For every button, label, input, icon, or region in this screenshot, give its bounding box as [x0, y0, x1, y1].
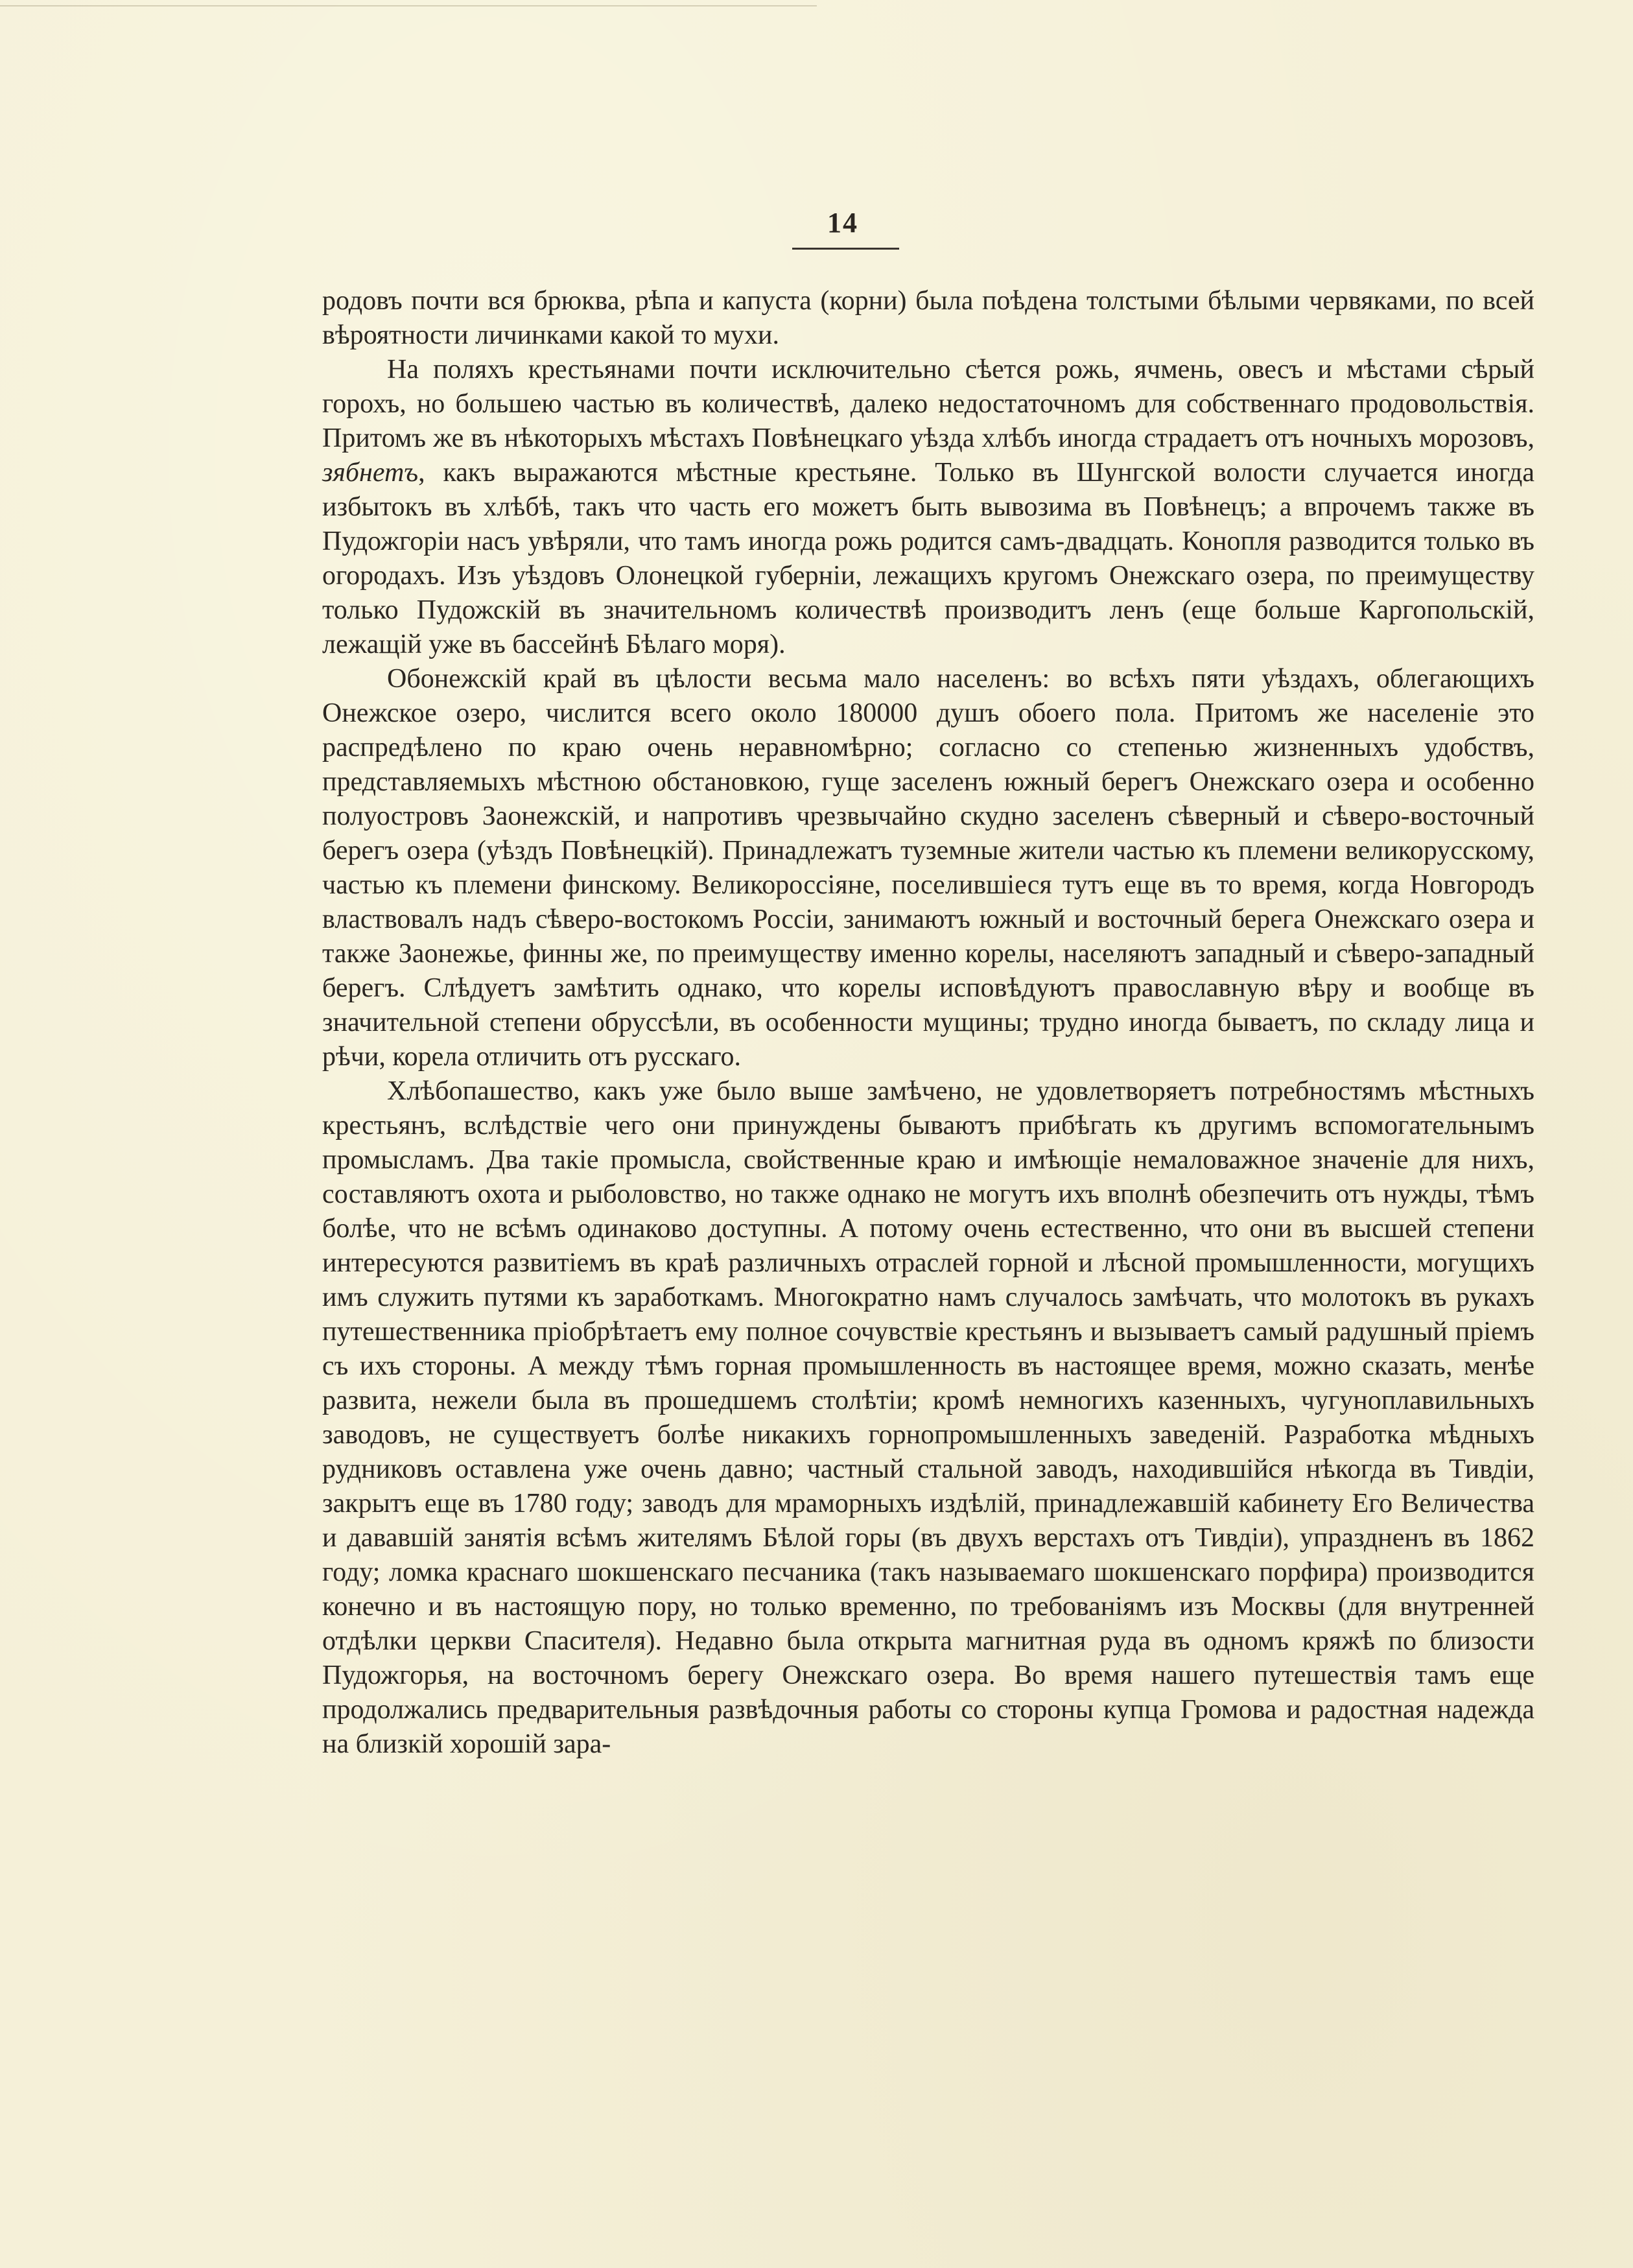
paragraph-4	[322, 1074, 1534, 1762]
paragraph-text: Обонежскій край въ цѣлости весьма мало населенъ: во всѣхъ пяти уѣздахъ, облегающихъ Онежское озеро, числится всего около 180000 душъ обоего пола. Притомъ же населеніе это распредѣлено по краю очень неравномѣрно; согласно со степенью жизненныхъ удобствъ, представляемыхъ мѣстною обстановкою, гуще заселенъ южный берегъ Онежскаго озера и особенно полуостровъ Заонежскій, и напротивъ чрезвычайно скудно заселенъ сѣверный и сѣверо-восточный берегъ озера (уѣздъ Повѣнецкій). Принадлежатъ туземные жители частью къ племени великорусскому, частью къ племени финскому. Великороссіяне, поселившіеся тутъ еще въ то время, когда Новгородъ властвовалъ надъ сѣверо-востокомъ Россіи, занимаютъ южный и восточный берега Онежскаго озера и также Заонежье, финны же, по преимуществу именно корелы, населяютъ западный и сѣверо-западный берегъ. Слѣдуетъ замѣтить однако, что корелы исповѣдуютъ православную вѣру и вообще въ значительной степени обруссѣли, въ особенности мущины; трудно иногда бываетъ, по складу лица и рѣчи, корела отличить отъ русскаго.	[322, 664, 1534, 1072]
paragraph-text: Хлѣбопашество, какъ уже было выше замѣчено, не удовлетворяетъ потребностямъ мѣстныхъ крестьянъ, вслѣдствіе чего они принуждены бываютъ прибѣгать къ другимъ вспомогательнымъ промысламъ. Два такіе промысла, свойственные краю и имѣющіе немаловажное значеніе для нихъ, составляютъ охота и рыболовство, но также однако не могутъ ихъ вполнѣ обезпечить отъ нужды, тѣмъ болѣе, что не всѣмъ одинаково доступны. А потому очень естественно, что они въ высшей степени интересуются развитіемъ въ краѣ различныхъ отраслей горной и лѣсной промышленности, могущихъ имъ служить путями къ заработкамъ. Многократно намъ случалось замѣчать, что молотокъ въ рукахъ путешественника пріобрѣтаетъ ему полное сочувствіе крестьянъ и вызываетъ самый радушный пріемъ съ ихъ стороны. А между тѣмъ горная промышленность въ настоящее время, можно сказать, менѣе развита, нежели была въ прошедшемъ столѣтіи; кромѣ немногихъ казенныхъ, чугуноплавильныхъ заводовъ, не существуетъ болѣе никакихъ горнопромышленныхъ заведеній. Разработка мѣдныхъ рудниковъ оставлена уже очень давно; частный стальной заводъ, находившійся нѣкогда въ Тивдіи, закрытъ еще въ 1780 году; заводъ для мраморныхъ издѣлій, принадлежавшій кабинету Его Величества и дававшій занятія всѣмъ жителямъ Бѣлой горы (въ двухъ верстахъ отъ Тивдіи), упраздненъ въ 1862 году; ломка краснаго шокшенскаго песчаника (такъ называемаго шокшенскаго порфира) производится конечно и въ настоящую пору, но только временно, по требованіямъ изъ Москвы (для внутренней отдѣлки церкви Спасителя). Недавно была открыта магнитная руда въ одномъ кряжѣ по близости Пудожгорья, на восточномъ берегу Онежскаго озера. Во время нашего путешествія тамъ еще продолжались предварительныя развѣдочныя работы со стороны купца Громова и радостная надежда на близкій хорошій зара-	[322, 1076, 1534, 1759]
page-number: 14	[827, 207, 858, 239]
body-text	[322, 284, 1534, 1762]
paragraph-text: родовъ почти вся брюква, рѣпа и капуста (корни) была поѣдена толстыми бѣлыми червяками, по всей вѣроятности личинками какой то мухи.	[322, 286, 1534, 350]
header-rule	[792, 248, 899, 250]
paragraph-1	[322, 284, 1534, 353]
paragraph-text: На поляхъ крестьянами почти исключительно сѣется рожь, ячмень, овесъ и мѣстами сѣрый горохъ, но большею частью въ количествѣ, далеко недостаточномъ для собственнаго продовольствія. Притомъ же въ нѣкоторыхъ мѣстахъ Повѣнецкаго уѣзда хлѣбъ иногда страдаетъ отъ ночныхъ морозовъ,	[322, 355, 1534, 453]
paragraph-text: , какъ выражаются мѣстные крестьяне. Только въ Шунгской волости случается иногда избытокъ въ хлѣбѣ, такъ что часть его можетъ быть вывозима въ Повѣнецъ; а впрочемъ также въ Пудожгоріи насъ увѣряли, что тамъ иногда рожь родится самъ-двадцать. Конопля разводится только въ огородахъ. Изъ уѣздовъ Олонецкой губерніи, лежащихъ кругомъ Онежскаго озера, по преимуществу только Пудожскій въ значительномъ количествѣ производитъ ленъ (еще больше Каргопольскій, лежащій уже въ бассейнѣ Бѣлаго моря).	[322, 458, 1534, 659]
paragraph-2	[322, 353, 1534, 662]
paragraph-3	[322, 662, 1534, 1074]
italic-term: зябнетъ	[322, 458, 419, 488]
page-top-edge	[0, 0, 817, 6]
